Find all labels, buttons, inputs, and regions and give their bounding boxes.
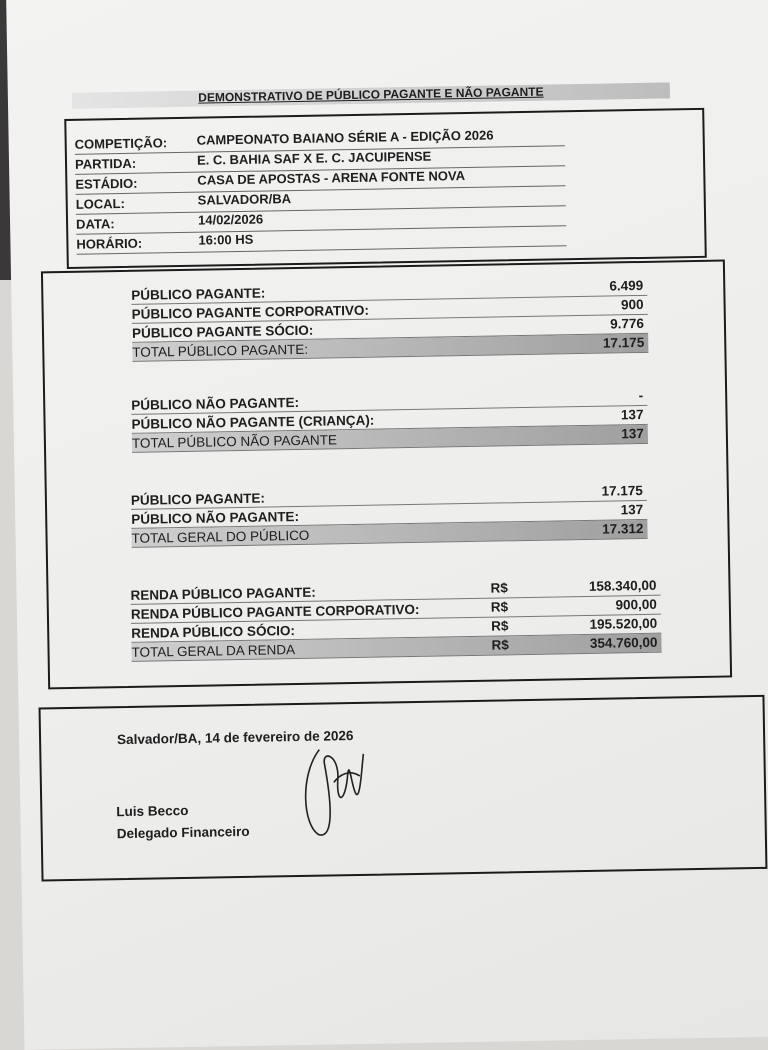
info-value: SALVADOR/BA <box>197 191 292 208</box>
row-value: 137 <box>620 406 644 423</box>
info-value: 16:00 HS <box>198 231 254 248</box>
row-value: 9.776 <box>609 315 645 332</box>
row-label: PÚBLICO NÃO PAGANTE: <box>131 394 300 413</box>
info-label: ESTÁDIO: <box>75 175 138 192</box>
row-currency: R$ <box>490 599 509 615</box>
info-label: PARTIDA: <box>74 155 137 172</box>
title-text: DEMONSTRATIVO DE PÚBLICO PAGANTE E NÃO PAGANTE <box>198 84 544 105</box>
row-label: PÚBLICO PAGANTE SÓCIO: <box>131 322 314 341</box>
info-label: COMPETIÇÃO: <box>74 135 168 152</box>
row-label: PÚBLICO PAGANTE: <box>131 285 266 303</box>
row-label: PÚBLICO NÃO PAGANTE: <box>131 508 300 527</box>
info-label: LOCAL: <box>75 195 125 212</box>
row-label: TOTAL GERAL DO PÚBLICO <box>131 527 310 546</box>
document-sheet <box>6 0 768 1050</box>
row-value: 17.175 <box>601 482 643 499</box>
row-label: PÚBLICO PAGANTE: <box>130 490 266 508</box>
row-label: RENDA PÚBLICO PAGANTE: <box>130 584 316 603</box>
info-value: 14/02/2026 <box>197 211 264 228</box>
signature-box <box>39 695 768 882</box>
signer-role: Delegado Financeiro <box>116 823 250 842</box>
info-label: DATA: <box>75 216 115 232</box>
row-currency: R$ <box>491 618 509 634</box>
row-value: 17.312 <box>602 520 644 537</box>
row-label: RENDA PÚBLICO PAGANTE CORPORATIVO: <box>130 601 420 622</box>
row-label: TOTAL PÚBLICO NÃO PAGANTE <box>131 432 338 451</box>
row-currency: R$ <box>491 637 509 653</box>
row-label: PÚBLICO NÃO PAGANTE (CRIANÇA): <box>131 412 375 432</box>
info-value: CASA DE APOSTAS - ARENA FONTE NOVA <box>197 168 466 188</box>
handwritten-signature <box>289 734 381 846</box>
signer-name: Luis Becco <box>116 802 189 820</box>
info-value: CAMPEONATO BAIANO SÉRIE A - EDIÇÃO 2026 <box>196 127 494 148</box>
row-value: 137 <box>620 501 644 518</box>
row-value: - <box>638 387 644 404</box>
row-label: PÚBLICO PAGANTE CORPORATIVO: <box>131 302 370 322</box>
row-label: TOTAL PÚBLICO PAGANTE: <box>132 341 309 360</box>
row-value: 900 <box>620 296 644 313</box>
row-label: TOTAL GERAL DA RENDA <box>131 642 296 660</box>
row-currency: R$ <box>490 580 508 596</box>
row-value: 354.760,00 <box>589 634 658 651</box>
row-value: 158.340,00 <box>588 577 657 594</box>
row-value: 137 <box>621 425 644 442</box>
row-value: 195.520,00 <box>589 615 658 632</box>
row-value: 6.499 <box>609 277 644 294</box>
row-value: 900,00 <box>615 596 657 613</box>
info-value: E. C. BAHIA SAF X E. C. JACUIPENSE <box>196 148 432 168</box>
place-date: Salvador/BA, 14 de fevereiro de 2026 <box>116 728 354 748</box>
row-value: 17.175 <box>602 334 645 351</box>
row-label: RENDA PÚBLICO SÓCIO: <box>131 623 296 641</box>
document-title <box>72 82 670 108</box>
info-label: HORÁRIO: <box>76 235 143 252</box>
